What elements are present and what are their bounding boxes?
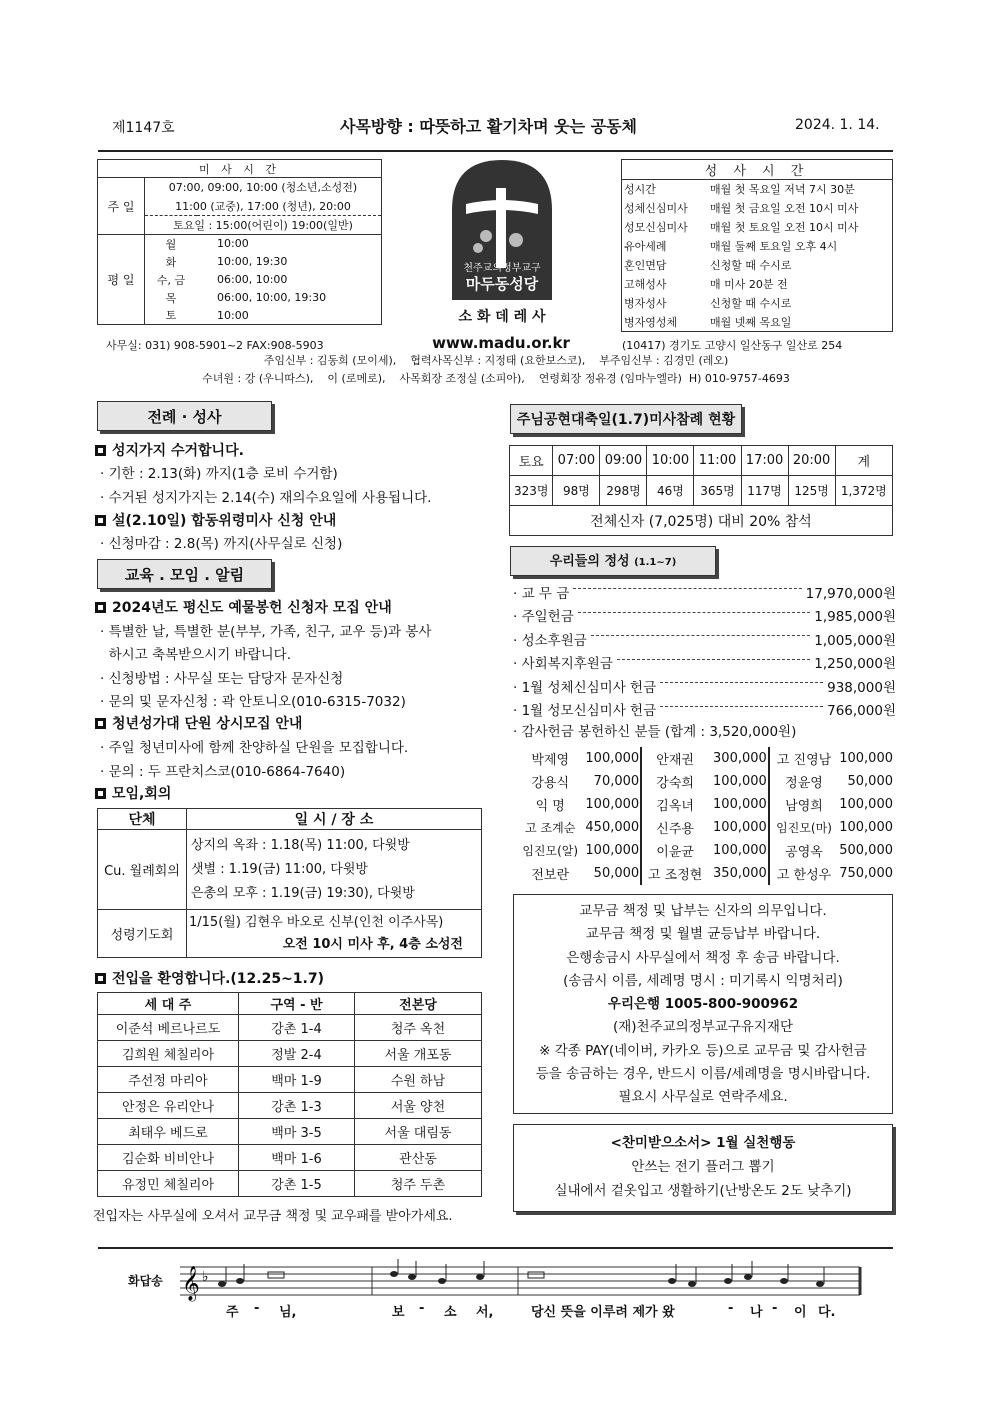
notice-line: 교무금 책정 및 납부는 신자의 의무입니다. [579,903,827,919]
attendance-header: 10:00 [647,446,694,476]
psalm-syllable: 주 [226,1305,239,1320]
meeting-line: 은총의 모후 : 1.19(금) 19:30), 다윗방 [191,885,415,901]
meeting-line: 오전 10시 미사 후, 4층 소성전 [282,936,463,952]
psalm-syllable: 당신 뜻을 이루려 제가 왔 [531,1305,675,1320]
meetings-col-group: 단체 [98,809,187,830]
sacrament-name: 혼인면담 [622,256,701,275]
sacrament-time: 매 미사 20분 전 [700,275,893,294]
newcomers-header: 세 대 주 [98,993,239,1015]
sacrament-name: 병자영성체 [622,313,701,332]
psalm-syllable: - [772,1301,778,1316]
offering-row: · 교 무 금 17,970,000원 [513,585,896,602]
table-row: 익 명 100,000 김옥녀 100,000 남영희 100,000 [516,793,894,816]
parish-name: 마두동성당 [465,275,539,293]
attendance-summary: 전체신자 (7,025명) 대비 20% 참석 [510,506,893,536]
offering-row: · 주일헌금 1,985,000원 [513,609,896,626]
notice-line: 등을 송금하는 경우, 반드시 이름/세례명을 명시바랍니다. [535,1066,871,1083]
table-row: 최태우 베드로 백마 3-5 서울 대림동 [98,1119,482,1145]
sacrament-time: 매월 넷째 목요일 [700,313,893,332]
text-line: · 신청마감 : 2.8(목) 까지(사무실로 신청) [100,536,343,552]
parish-url: www.madu.or.kr [432,334,570,352]
notice-line: 교무금 책정 및 월별 균등납부 바랍니다. [585,926,821,943]
office-contact: 사무실: 031) 908-5901~2 FAX:908-5903 [106,339,324,352]
newcomers-table [97,992,482,1197]
mass-times-table [97,159,382,325]
table-row: 김희원 체칠리아 정발 2-4 서울 개포동 [98,1041,482,1067]
tithe-notice-box [513,894,893,1114]
attendance-header: 11:00 [694,446,741,476]
thanks-offering-title: · 감사헌금 봉헌하신 분들 (합계 : 3,520,000원) [513,724,797,740]
weekday-label: 평 일 [98,235,145,325]
liturgy-heading-2: 설(2.10일) 합동위령미사 신청 안내 [95,510,336,530]
attendance-table [509,445,893,536]
attendance-header: 토요 [510,446,553,476]
text-line: · 주일 청년미사에 함께 찬양하실 단원을 모집합니다. [100,740,409,756]
weekday-time: 10:00 [197,235,382,253]
weekday-day: 월 [145,235,198,253]
sacrament-name: 성체신심미사 [622,199,701,218]
attendance-value: 298명 [600,476,647,506]
newcomers-note: 전입자는 사무실에 오셔서 교무금 책정 및 교우패를 받아가세요. [93,1209,453,1224]
text-line: · 기한 : 2.13(화) 까지(1층 로비 수거함) [100,466,338,482]
attendance-value: 46명 [647,476,694,506]
meetings-col-datetime: 일 시 / 장 소 [187,809,482,830]
liturgy-section-title: 전례 · 성사 [97,401,272,431]
newcomers-heading: 전입을 환영합니다.(12.25~1.7) [95,968,324,988]
table-row: 고 조계순 450,000 신주용 100,000 임진모(마) 100,000 [516,816,894,839]
psalm-syllable: 나 [750,1305,763,1320]
psalm-syllable: 이 [794,1305,807,1320]
staff-top-rule [98,1247,893,1249]
table-row: 임진모(알) 100,000 이윤균 100,000 공영옥 500,000 [516,839,894,862]
weekday-day: 토 [145,307,198,325]
attendance-header: 07:00 [553,446,600,476]
sacraments-table [621,159,893,332]
table-row: 안정은 유리안나 강촌 1-3 서울 양천 [98,1093,482,1119]
saturday-row: 토요일 : 15:00(어린이) 19:00(일반) [145,216,382,235]
text-line: · 수거된 성지가지는 2.14(수) 재의수요일에 사용됩니다. [100,490,432,506]
offering-row: · 사회복지후원금 1,250,000원 [513,656,896,673]
notice-line: 필요시 사무실로 연락주세요. [618,1089,788,1106]
music-staff-icon [180,1259,890,1303]
table-row: 김순화 비비안나 백마 1-6 관산동 [98,1145,482,1171]
liturgy-heading-1: 성지가지 수거합니다. [95,440,244,460]
table-row: 전보란 50,000 고 조정현 350,000 고 한성우 750,000 [516,862,894,885]
attendance-value: 365명 [694,476,741,506]
meeting-line: 상지의 옥좌 : 1.18(목) 11:00, 다윗방 [191,837,410,853]
sacrament-name: 병자성사 [622,294,701,313]
psalm-syllable: 서, [476,1305,494,1320]
staff-line: 수녀원 : 강 (우니따스), 이 (로메로), 사목회장 조정실 (소피아), 연령회장 정유경 (임마누엘라) H) 010-9757-4693 [202,372,790,385]
attendance-value: 1,372명 [835,476,892,506]
parish-patron: 소 화 데 레 사 [458,309,546,325]
education-heading-3: 모임,회의 [95,783,171,803]
bank-account: 우리은행 1005-800-900962 [607,996,799,1013]
attendance-header: 20:00 [788,446,835,476]
svg-text:♭: ♭ [202,1269,209,1285]
parish-address: (10417) 경기도 고양시 일산동구 일산로 254 [622,339,843,352]
table-row: 박제영 100,000 안재권 300,000 고 진영남 100,000 [516,747,894,770]
sacrament-name: 성시간 [622,180,701,199]
meeting-line: 샛별 : 1.19(금) 11:00, 다윗방 [191,861,368,877]
newcomers-header: 전본당 [355,993,482,1015]
issue-date: 2024. 1. 14. [795,117,880,133]
weekday-day: 목 [145,289,198,307]
newcomers-header: 구역 - 반 [239,993,355,1015]
sacrament-name: 유아세례 [622,237,701,256]
offering-row: · 1월 성체신심미사 헌금 938,000원 [513,679,896,696]
diocese-name: 천주교의정부교구 [463,263,541,274]
psalm-syllable: 다. [818,1305,836,1320]
education-section-title: 교육 . 모임 . 알림 [97,559,272,589]
laudato-title: <찬미받으소서> 1월 실천행동 [610,1135,796,1151]
table-row: 유정민 체칠리아 강촌 1-5 청주 두촌 [98,1171,482,1197]
offering-row: · 1월 성모신심미사 헌금 766,000원 [513,703,896,720]
square-bullet-icon [95,973,106,984]
sacrament-time: 신청할 때 수시로 [700,294,893,313]
attendance-title: 주님공현대축일(1.7)미사참례 현황 [510,404,742,434]
pastoral-motto: 사목방향 : 따뜻하고 활기차며 웃는 공동체 [340,117,638,136]
notice-line: (송금시 이름, 세례명 명시 : 미기록시 익명처리) [563,972,843,989]
text-line: · 특별한 날, 특별한 분(부부, 가족, 친구, 교우 등)과 봉사 [100,624,432,640]
attendance-header: 09:00 [600,446,647,476]
education-heading-2: 청년성가대 단원 상시모집 안내 [95,713,302,733]
sacrament-name: 성모신심미사 [622,218,701,237]
square-bullet-icon [95,718,106,729]
donors-table [516,747,894,885]
responsorial-psalm [98,1247,893,1327]
header-divider [98,150,893,152]
psalm-syllable: - [254,1301,260,1316]
attendance-header: 계 [835,446,892,476]
parish-logo [446,160,558,300]
table-row: 강용식 70,000 강숙희 100,000 정윤영 50,000 [516,770,894,793]
text-line: · 문의 : 두 프란치스코(010-6864-7640) [100,764,346,780]
meetings-table [97,808,482,958]
offerings-list [513,580,896,744]
text-line: · 문의 및 문자신청 : 곽 안토니오(010-6315-7032) [100,694,406,710]
svg-text:𝄞: 𝄞 [182,1266,200,1301]
square-bullet-icon [95,515,106,526]
square-bullet-icon [95,788,106,799]
attendance-value: 117명 [741,476,788,506]
laudato-line: 안쓰는 전기 플러그 뽑기 [631,1159,775,1175]
table-row: 이준석 베르나르도 강촌 1-4 청주 옥천 [98,1015,482,1041]
meeting-line: 1/15(월) 김현우 바오로 신부(인천 이주사목) [189,914,444,930]
mass-times-title: 미 사 시 간 [98,160,382,178]
sunday-row: 11:00 (교중), 17:00 (청년), 20:00 [145,197,382,216]
attendance-value: 125명 [788,476,835,506]
attendance-value: 323명 [510,476,553,506]
psalm-label: 화답송 [128,1274,163,1288]
psalm-syllable: - [419,1301,425,1316]
square-bullet-icon [95,602,106,613]
sacrament-time: 매월 첫 목요일 저녁 7시 30분 [700,180,893,199]
education-heading-1: 2024년도 평신도 예물봉헌 신청자 모집 안내 [95,597,392,617]
psalm-syllable: - [728,1301,734,1316]
attendance-header: 17:00 [741,446,788,476]
sacrament-name: 고해성사 [622,275,701,294]
psalm-syllable: 소 [444,1305,457,1320]
sunday-row: 07:00, 09:00, 10:00 (청소년,소성전) [145,178,382,197]
sacraments-title: 성 사 시 간 [622,160,893,180]
notice-line: ※ 각종 PAY(네이버, 카카오 등)으로 교무금 및 감사헌금 [539,1042,867,1059]
weekday-time: 10:00, 19:30 [197,253,382,271]
sunday-label: 주 일 [98,178,145,235]
table-row: 주선정 마리아 백마 1-9 수원 하남 [98,1067,482,1093]
text-line: · 신청방법 : 사무실 또는 담당자 문자신청 [100,671,344,687]
notice-line: 은행송금시 사무실에서 책정 후 송금 바랍니다. [566,949,840,966]
sacrament-time: 매월 첫 토요일 오전 10시 미사 [700,218,893,237]
sacrament-time: 매월 첫 금요일 오전 10시 미사 [700,199,893,218]
laudato-line: 실내에서 겉옷입고 생활하기(난방온도 2도 낮추기) [554,1183,852,1199]
weekday-day: 수, 금 [145,271,198,289]
laudato-si-box [513,1124,893,1212]
weekday-time: 10:00 [197,307,382,325]
offerings-title: 우리들의 정성 (1.1~7) [510,546,716,576]
square-bullet-icon [95,445,106,456]
issue-number: 제1147호 [112,120,175,136]
text-line: 하시고 축복받으시기 바랍니다. [100,647,291,663]
attendance-value: 98명 [553,476,600,506]
sacrament-time: 매월 둘째 토요일 오후 4시 [700,237,893,256]
weekday-day: 화 [145,253,198,271]
weekday-time: 06:00, 10:00, 19:30 [197,289,382,307]
sacrament-time: 신청할 때 수시로 [700,256,893,275]
clergy-line: 주임신부 : 김동희 (모이세), 협력사목신부 : 지정태 (요한보스코), 부주임신부 : 김경민 (레오) [263,354,729,367]
meeting-group: 성령기도회 [98,910,187,958]
account-owner: (재)천주교의정부교구유지재단 [612,1019,794,1036]
weekday-time: 06:00, 10:00 [197,271,382,289]
meeting-group: Cu. 월례회의 [98,830,187,910]
psalm-syllable: 보 [392,1305,405,1320]
offering-row: · 성소후원금 1,005,000원 [513,632,896,649]
psalm-syllable: 님, [279,1305,297,1320]
